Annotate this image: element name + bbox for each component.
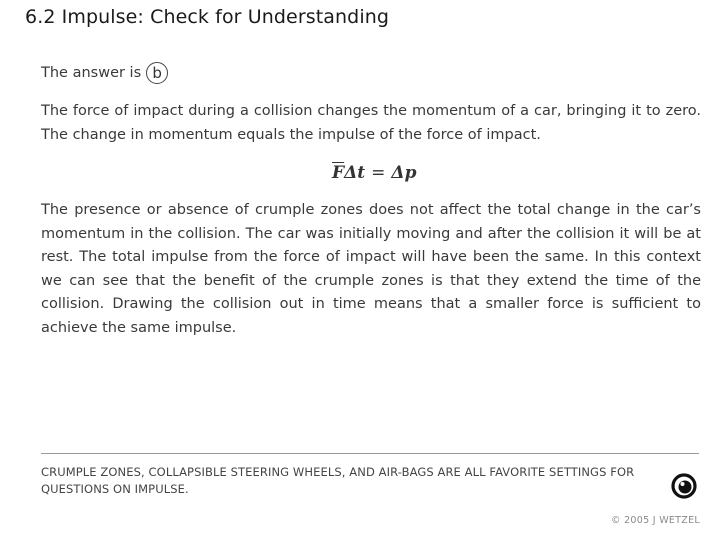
eye-icon — [670, 472, 698, 500]
footer-note: CRUMPLE ZONES, COLLAPSIBLE STEERING WHEELS, AND AIR-BAGS ARE ALL FAVORITE SETTINGS FOR QUESTIONS ON IMPULSE. — [41, 465, 635, 496]
slide-title: 6.2 Impulse: Check for Understanding — [25, 6, 390, 28]
copyright-notice: © 2005 J WETZEL — [610, 515, 700, 526]
equation-equals: = — [371, 163, 386, 183]
explanation-paragraph-1: The force of impact during a collision changes the momentum of a car, bringing it to zero. The change in momentum equals the impulse of the force of impact. — [41, 103, 701, 143]
answer-choice-badge: b — [146, 62, 168, 84]
footer-divider — [41, 453, 699, 454]
equation-force: $\overline{F}$ — [332, 163, 345, 183]
equation-delta-t: Δt — [344, 163, 366, 183]
equation-delta-p: Δp — [391, 163, 417, 183]
answer-line — [41, 62, 168, 84]
impulse-equation — [332, 163, 416, 183]
explanation-paragraph-2: The presence or absence of crumple zones does not affect the total change in the car’s momentum in the collision. The car was initially moving and after the collision it will be at rest. The total impulse from the force of impact will have been the same. In this context we can see that the benefit of the crumple zones is that they extend the time of the collision. Drawing the collision out in time means that a smaller force is sufficient to achieve the same impulse. — [41, 202, 701, 336]
answer-prefix: The answer is — [41, 65, 142, 81]
